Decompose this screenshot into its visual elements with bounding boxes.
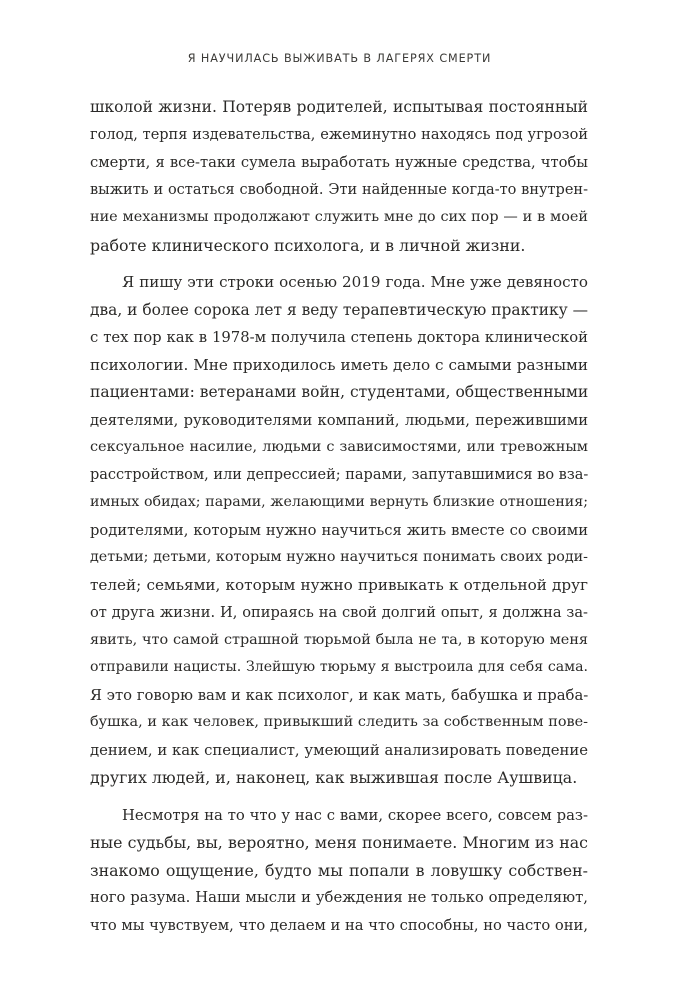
text-line: Я пишу эти строки осенью 2019 года. Мне уже девяносто	[122, 273, 588, 291]
text-line: работе клинического психолога, и в личной жизни.	[90, 235, 526, 255]
text-line: пациентами: ветеранами войн, студентами, общественными	[90, 383, 588, 401]
text-line: отправили нацисты. Злейшую тюрьму я выстроила для себя сама.	[90, 659, 588, 675]
text-line: родителями, которым нужно научиться жить вместе со своими	[90, 521, 588, 539]
paragraph-2	[90, 269, 588, 792]
text-line: голод, терпя издевательства, ежеминутно находясь под угрозой	[90, 126, 588, 143]
text-line: сексуальное насилие, людьми с зависимостями, или тревожным	[90, 439, 588, 455]
text-line: два, и более сорока лет я веду терапевтическую практику —	[90, 300, 588, 319]
text-line: явить, что самой страшной тюрьмой была не та, в которую меня	[90, 631, 588, 648]
paragraph-3	[90, 802, 588, 940]
body-text	[90, 94, 588, 939]
text-line: дением, и как специалист, умеющий анализировать поведение	[90, 741, 588, 759]
paragraph-1	[90, 94, 588, 259]
text-line: школой жизни. Потеряв родителей, испытывая постоянный	[90, 98, 588, 116]
text-line: деятелями, руководителями компаний, людьми, пережившими	[90, 411, 588, 429]
text-line: что мы чувствуем, что делаем и на что способны, но часто они,	[90, 916, 588, 934]
text-line: ные судьбы, вы, вероятно, меня понимаете. Многим из нас	[90, 833, 588, 852]
text-line: расстройством, или депрессией; парами, запутавшимися во вза-	[90, 466, 588, 483]
text-line: Я это говорю вам и как психолог, и как мать, бабушка и праба-	[90, 686, 588, 704]
text-line: с тех пор как в 1978-м получила степень доктора клинической	[90, 329, 588, 346]
text-line: Несмотря на то что у нас с вами, скорее всего, совсем раз-	[122, 806, 588, 824]
text-line: телей; семьями, которым нужно привыкать к отдельной друг	[90, 575, 588, 594]
text-line: смерти, я все-таки сумела выработать нужные средства, чтобы	[90, 154, 588, 171]
text-line: выжить и остаться свободной. Эти найденные когда-то внутрен-	[90, 181, 588, 198]
text-line: от друга жизни. И, опираясь на свой долгий опыт, я должна за-	[90, 604, 588, 621]
text-line: психологии. Мне приходилось иметь дело с самыми разными	[90, 355, 588, 374]
text-line: ного разума. Наши мысли и убеждения не только определяют,	[90, 889, 588, 906]
text-line: знакомо ощущение, будто мы попали в ловушку собствен-	[90, 860, 588, 880]
text-line: других людей, и, наконец, как выжившая после Аушвица.	[90, 768, 578, 787]
text-line: ние механизмы продолжают служить мне до сих пор — и в моей	[90, 209, 588, 225]
text-line: бушка, и как человек, привыкший следить за собственным пове-	[90, 714, 588, 730]
running-head: Я НАУЧИЛАСЬ ВЫЖИВАТЬ В ЛАГЕРЯХ СМЕРТИ	[187, 52, 492, 65]
text-line: детьми; детьми, которым нужно научиться понимать своих роди-	[90, 549, 588, 565]
text-line: имных обидах; парами, желающими вернуть близкие отношения;	[90, 494, 588, 510]
